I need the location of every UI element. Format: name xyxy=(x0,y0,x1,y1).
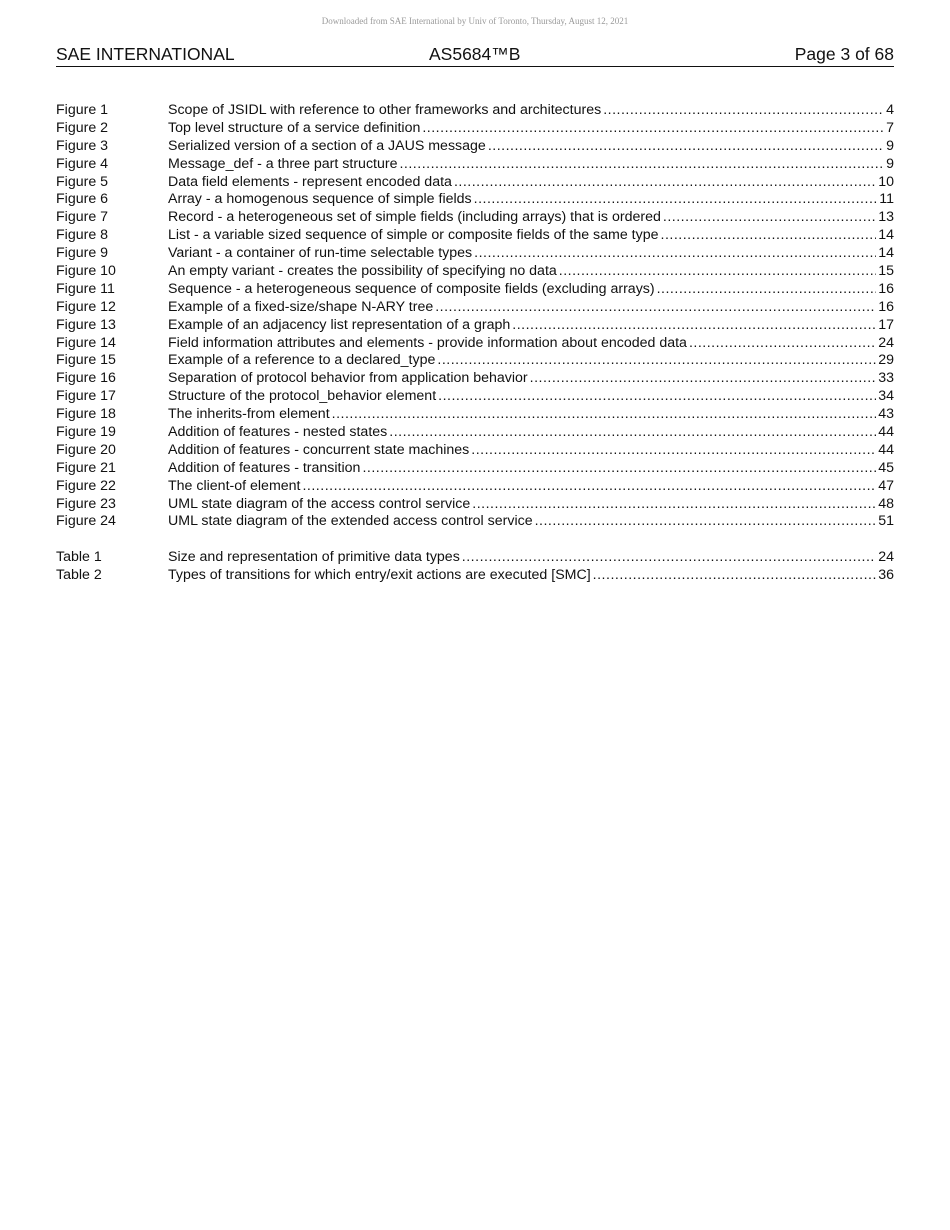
entry-title: Serialized version of a section of a JAUS message xyxy=(168,137,486,154)
entry-page: 9 xyxy=(886,155,894,172)
entry-page: 29 xyxy=(878,352,894,369)
dot-leader xyxy=(362,460,876,478)
entry-label: Figure 12 xyxy=(56,298,116,315)
figure-entry[interactable] xyxy=(56,352,894,370)
figure-entry[interactable] xyxy=(56,156,894,174)
figure-entry[interactable] xyxy=(56,299,894,317)
list-of-figures-and-tables xyxy=(56,102,894,585)
entry-label: Figure 5 xyxy=(56,173,109,190)
entry-label: Figure 13 xyxy=(56,316,116,333)
dot-leader xyxy=(535,513,877,531)
figure-list xyxy=(56,102,894,531)
dot-leader xyxy=(488,138,884,156)
entry-page: 33 xyxy=(878,370,894,387)
entry-page: 44 xyxy=(878,424,894,441)
figure-entry[interactable] xyxy=(56,442,894,460)
figure-entry[interactable] xyxy=(56,174,894,192)
dot-leader xyxy=(512,317,876,335)
entry-label: Figure 7 xyxy=(56,209,109,226)
figure-entry[interactable] xyxy=(56,120,894,138)
dot-leader xyxy=(454,174,876,192)
entry-title: Scope of JSIDL with reference to other frameworks and architectures xyxy=(168,102,602,118)
entry-page: 47 xyxy=(878,477,894,494)
header-page-number: Page 3 of 68 xyxy=(794,44,894,64)
entry-page: 13 xyxy=(878,209,894,226)
figure-entry[interactable] xyxy=(56,281,894,299)
entry-page: 10 xyxy=(878,173,894,190)
entry-page: 51 xyxy=(878,513,894,530)
entry-label: Figure 4 xyxy=(56,155,109,172)
table-entry[interactable] xyxy=(56,567,894,585)
dot-leader xyxy=(462,549,876,567)
figure-entry[interactable] xyxy=(56,138,894,156)
table-list xyxy=(56,549,894,585)
entry-page: 24 xyxy=(878,549,894,566)
entry-page: 48 xyxy=(878,495,894,512)
entry-page: 14 xyxy=(878,227,894,244)
entry-page: 44 xyxy=(878,441,894,458)
entry-title: Addition of features - transition xyxy=(168,459,361,476)
entry-label: Figure 15 xyxy=(56,352,116,369)
entry-label: Figure 3 xyxy=(56,137,109,154)
entry-page: 36 xyxy=(878,567,894,584)
dot-leader xyxy=(332,406,877,424)
figure-entry[interactable] xyxy=(56,513,894,531)
dot-leader xyxy=(302,478,876,496)
dot-leader xyxy=(689,335,876,353)
entry-page: 11 xyxy=(879,191,894,208)
entry-label: Figure 16 xyxy=(56,370,116,387)
entry-title: Record - a heterogeneous set of simple fields (including arrays) that is ordered xyxy=(168,209,661,226)
entry-title: Structure of the protocol_behavior element xyxy=(168,388,437,405)
entry-label: Figure 10 xyxy=(56,263,116,280)
figure-entry[interactable] xyxy=(56,263,894,281)
entry-label: Figure 11 xyxy=(56,280,115,297)
dot-leader xyxy=(474,191,878,209)
figure-entry[interactable] xyxy=(56,317,894,335)
figure-entry[interactable] xyxy=(56,460,894,478)
entry-title: Top level structure of a service definition xyxy=(168,119,421,136)
entry-title: List - a variable sized sequence of simple or composite fields of the same type xyxy=(168,227,659,244)
entry-label: Figure 8 xyxy=(56,227,109,244)
entry-label: Figure 20 xyxy=(56,441,116,458)
entry-page: 34 xyxy=(878,388,894,405)
figure-entry[interactable] xyxy=(56,478,894,496)
entry-page: 24 xyxy=(878,334,894,351)
entry-page: 17 xyxy=(878,316,894,333)
entry-page: 16 xyxy=(878,298,894,315)
figure-entry[interactable] xyxy=(56,496,894,514)
entry-label: Figure 1 xyxy=(56,102,109,118)
page-header xyxy=(56,44,894,67)
figure-entry[interactable] xyxy=(56,335,894,353)
figure-entry[interactable] xyxy=(56,102,894,120)
dot-leader xyxy=(438,388,876,406)
figure-entry[interactable] xyxy=(56,388,894,406)
dot-leader xyxy=(389,424,876,442)
dot-leader xyxy=(661,227,877,245)
entry-title: Separation of protocol behavior from application behavior xyxy=(168,370,528,387)
figure-entry[interactable] xyxy=(56,370,894,388)
entry-label: Figure 6 xyxy=(56,191,109,208)
dot-leader xyxy=(399,156,884,174)
entry-title: Message_def - a three part structure xyxy=(168,155,398,172)
entry-title: The client-of element xyxy=(168,477,301,494)
entry-label: Figure 23 xyxy=(56,495,116,512)
entry-title: Variant - a container of run-time selectable types xyxy=(168,245,473,262)
entry-label: Figure 17 xyxy=(56,388,116,405)
figure-entry[interactable] xyxy=(56,245,894,263)
header-organization: SAE INTERNATIONAL xyxy=(56,44,235,64)
entry-title: Example of a fixed-size/shape N-ARY tree xyxy=(168,298,434,315)
dot-leader xyxy=(603,102,884,120)
entry-label: Table 1 xyxy=(56,549,102,566)
section-spacer xyxy=(56,531,894,549)
entry-label: Figure 19 xyxy=(56,424,116,441)
entry-label: Figure 14 xyxy=(56,334,116,351)
entry-title: Types of transitions for which entry/exit actions are executed [SMC] xyxy=(168,567,591,584)
entry-label: Figure 18 xyxy=(56,406,116,423)
entry-title: Example of a reference to a declared_type xyxy=(168,352,436,369)
dot-leader xyxy=(422,120,884,138)
figure-entry[interactable] xyxy=(56,227,894,245)
entry-label: Table 2 xyxy=(56,567,102,584)
entry-label: Figure 22 xyxy=(56,477,116,494)
entry-page: 45 xyxy=(878,459,894,476)
entry-title: The inherits-from element xyxy=(168,406,330,423)
entry-page: 15 xyxy=(878,263,894,280)
table-entry[interactable] xyxy=(56,549,894,567)
entry-page: 43 xyxy=(878,406,894,423)
figure-entry[interactable] xyxy=(56,406,894,424)
entry-title: Addition of features - concurrent state machines xyxy=(168,441,470,458)
dot-leader xyxy=(471,442,876,460)
entry-label: Figure 24 xyxy=(56,513,116,530)
figure-entry[interactable] xyxy=(56,191,894,209)
entry-page: 4 xyxy=(886,102,894,118)
entry-title: Size and representation of primitive data types xyxy=(168,549,460,566)
entry-title: UML state diagram of the extended access control service xyxy=(168,513,533,530)
download-watermark: Downloaded from SAE International by Univ of Toronto, Thursday, August 12, 2021 xyxy=(321,16,629,26)
dot-leader xyxy=(657,281,877,299)
entry-page: 16 xyxy=(878,280,894,297)
header-document-id: AS5684™B xyxy=(429,44,521,64)
entry-page: 14 xyxy=(878,245,894,262)
entry-label: Figure 21 xyxy=(56,459,116,476)
dot-leader xyxy=(593,567,877,585)
dot-leader xyxy=(663,209,876,227)
figure-entry[interactable] xyxy=(56,424,894,442)
entry-title: UML state diagram of the access control service xyxy=(168,495,471,512)
entry-label: Figure 2 xyxy=(56,119,109,136)
entry-title: Field information attributes and elements - provide information about encoded data xyxy=(168,334,687,351)
entry-title: Data field elements - represent encoded data xyxy=(168,173,452,190)
dot-leader xyxy=(530,370,877,388)
entry-title: Array - a homogenous sequence of simple fields xyxy=(168,191,472,208)
figure-entry[interactable] xyxy=(56,209,894,227)
entry-title: Example of an adjacency list representation of a graph xyxy=(168,316,511,333)
entry-page: 7 xyxy=(886,119,894,136)
dot-leader xyxy=(437,352,876,370)
entry-title: Sequence - a heterogeneous sequence of composite fields (excluding arrays) xyxy=(168,280,655,297)
dot-leader xyxy=(472,496,876,514)
dot-leader xyxy=(559,263,876,281)
dot-leader xyxy=(435,299,876,317)
entry-title: Addition of features - nested states xyxy=(168,424,388,441)
entry-page: 9 xyxy=(886,137,894,154)
dot-leader xyxy=(474,245,876,263)
entry-label: Figure 9 xyxy=(56,245,109,262)
entry-title: An empty variant - creates the possibility of specifying no data xyxy=(168,263,557,280)
